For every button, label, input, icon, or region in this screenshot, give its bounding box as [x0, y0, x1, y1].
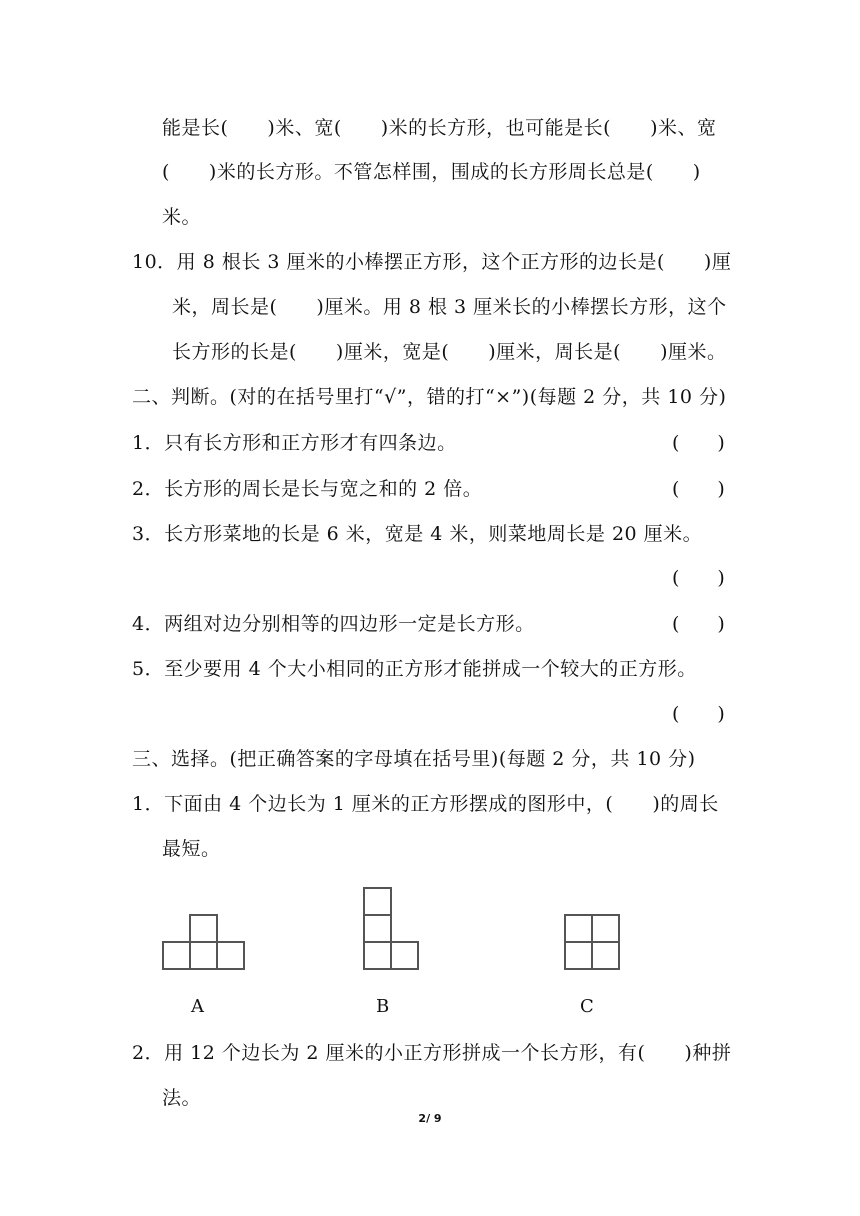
choice-q1-line-2: 最短。	[162, 838, 221, 860]
q10-line-1: 10．用 8 根长 3 厘米的小棒摆正方形，这个正方形的边长是( )厘	[132, 251, 732, 273]
q9-line-1: 能是长( )米、宽( )米的长方形，也可能是长( )米、宽	[162, 117, 717, 139]
judge-answer-paren-4[interactable]: ( )	[672, 613, 725, 635]
judge-item-2: 2．长方形的周长是长与宽之和的 2 倍。	[132, 478, 483, 500]
figure-b-label: B	[376, 996, 390, 1017]
section3-title: 三、选择。(把正确答案的字母填在括号里)(每题 2 分，共 10 分)	[132, 748, 696, 770]
figure-c-shape	[562, 913, 621, 972]
choice-q2-line-2: 法。	[162, 1087, 202, 1109]
section2-title: 二、判断。(对的在括号里打“√”，错的打“×”)(每题 2 分，共 10 分)	[132, 386, 727, 408]
figure-a-shape	[160, 913, 246, 971]
figure-b-shape	[361, 886, 420, 972]
figure-c-label: C	[580, 996, 594, 1017]
judge-answer-paren-5[interactable]: ( )	[672, 703, 725, 725]
judge-item-5: 5．至少要用 4 个大小相同的正方形才能拼成一个较大的正方形。	[132, 658, 697, 680]
q10-line-3: 长方形的长是( )厘米，宽是( )厘米，周长是( )厘米。	[172, 341, 727, 363]
judge-answer-paren-2[interactable]: ( )	[672, 478, 725, 500]
judge-item-1: 1．只有长方形和正方形才有四条边。	[132, 432, 457, 454]
judge-answer-paren-3[interactable]: ( )	[672, 567, 725, 589]
judge-item-3: 3．长方形菜地的长是 6 米，宽是 4 米，则菜地周长是 20 厘米。	[132, 523, 703, 545]
q10-line-2: 米，周长是( )厘米。用 8 根 3 厘米长的小棒摆长方形，这个	[172, 296, 727, 318]
figure-a-label: A	[191, 996, 204, 1017]
choice-q2-line-1: 2．用 12 个边长为 2 厘米的小正方形拼成一个长方形，有( )种拼	[132, 1042, 732, 1064]
choice-q1-line-1: 1．下面由 4 个边长为 1 厘米的正方形摆成的图形中，( )的周长	[132, 793, 719, 815]
judge-answer-paren-1[interactable]: ( )	[672, 432, 725, 454]
q9-line-2: ( )米的长方形。不管怎样围，围成的长方形周长总是( )	[162, 161, 701, 183]
page-number: 2/ 9	[418, 1112, 442, 1125]
judge-item-4: 4．两组对边分别相等的四边形一定是长方形。	[132, 613, 535, 635]
q9-line-3: 米。	[162, 206, 202, 228]
